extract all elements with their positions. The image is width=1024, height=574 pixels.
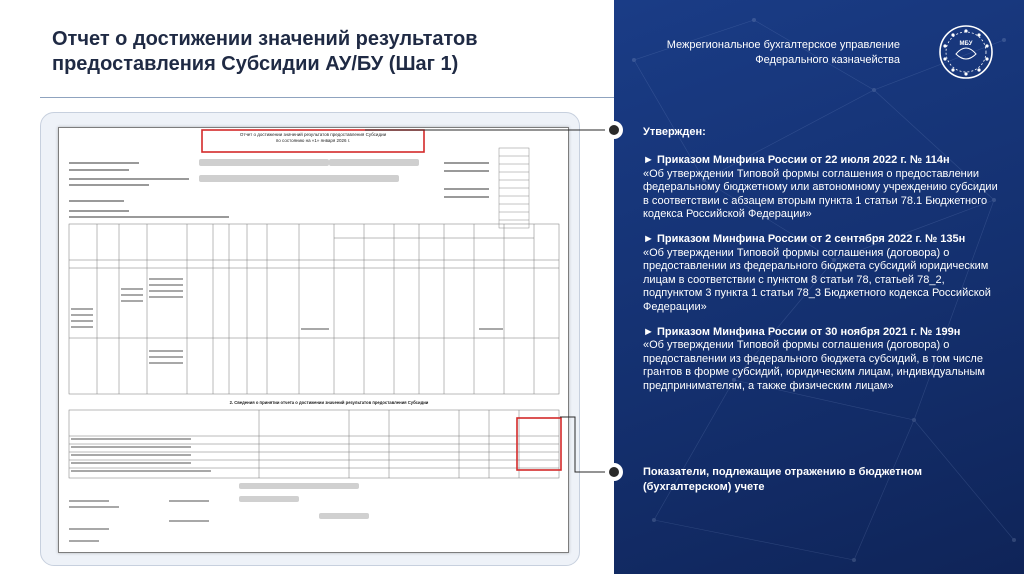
form-section2-title: 2. Сведения о принятии отчета о достижении значений результатов предоставления Субсидии <box>229 400 429 405</box>
form-title <box>203 132 423 144</box>
decree-item <box>643 326 1003 394</box>
report-form-scan <box>58 127 569 553</box>
emblem-logo-icon <box>938 24 994 80</box>
report-form-drawing <box>59 128 568 552</box>
decree-item <box>643 233 1003 315</box>
form-title-line2: по состоянию на «1» января 2026 г. <box>275 138 351 143</box>
decree-description: «Об утверждении Типовой формы соглашения (договора) о предоставлении из федерального бюджета субсидий юридическим лицам в соответствии с пунктом 8 статьи 78, статьей 78_2, подпунктом 3 пункта 1 статьи 78_3 Бюджетного кодекса Российской Федерации» <box>643 246 991 313</box>
organization-name <box>600 38 900 68</box>
decree-description: «Об утверждении Типовой формы соглашения о предоставлении федеральному бюджетному или автономному учреждению субсидии в соответствии с абзацем вторым пункта 1 статьи 78.1 Бюджетного кодекса Российской Федерации» <box>643 167 998 221</box>
decree-heading: ► Приказом Минфина России от 30 ноября 2021 г. № 199н <box>643 325 961 338</box>
organization-name-line1: Межрегиональное бухгалтерское управление <box>666 39 900 51</box>
logo-text: МБУ <box>959 41 973 47</box>
approved-label: Утвержден: <box>643 126 706 138</box>
title-divider <box>40 97 614 98</box>
form-title-line1: Отчет о достижении значений результатов предоставления Субсидии <box>239 132 387 137</box>
indicators-note: Показатели, подлежащие отражению в бюджетном (бухгалтерском) учете <box>643 466 922 493</box>
decree-list <box>643 154 1003 405</box>
decree-heading: ► Приказом Минфина России от 22 июля 2022 г. № 114н <box>643 154 950 166</box>
organization-name-line2: Федерального казначейства <box>755 54 900 66</box>
decree-description: «Об утверждении Типовой формы соглашения (договора) о предоставлении из федерального бюджета субсидий, в том числе грантов в форме субсидий, юридическим лицам, индивидуальным предпринимателям, а также физическим лицам» <box>643 339 985 392</box>
decree-item <box>643 154 1003 222</box>
page-title: Отчет о достижении значений результатов предоставления Субсидии АУ/БУ (Шаг 1) <box>52 28 478 75</box>
decree-heading: ► Приказом Минфина России от 2 сентября 2022 г. № 135н <box>643 232 966 245</box>
